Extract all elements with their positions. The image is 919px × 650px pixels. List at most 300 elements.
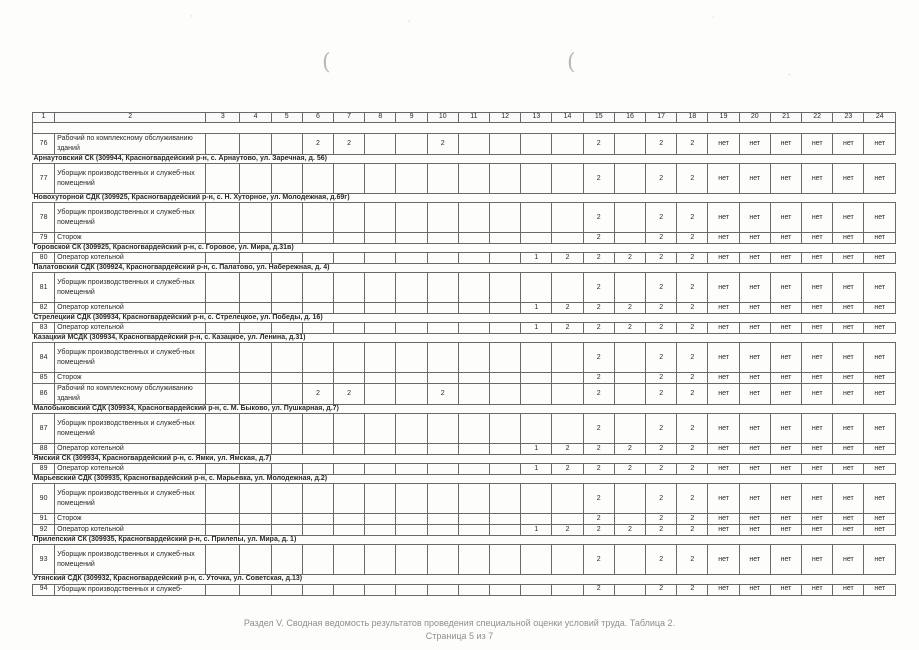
table-cell [240,414,271,444]
organization-row [33,405,896,414]
table-cell: нет [739,484,770,514]
table-cell [334,414,365,444]
table-cell [240,384,271,405]
table-cell: 2 [646,343,677,373]
table-cell: 2 [583,464,614,475]
table-cell: нет [708,253,739,264]
column-header: 18 [677,113,708,123]
table-cell [334,164,365,194]
table-cell [458,233,489,244]
table-cell [240,514,271,525]
row-number: 87 [33,414,55,444]
column-header: 8 [365,113,396,123]
table-cell [396,134,427,155]
table-cell [427,464,458,475]
table-cell [427,545,458,575]
organization-name: Арнаутовский СК (309944, Красногвардейский р-н, с. Арнаутово, ул. Заречная, д. 56) [33,155,896,164]
column-header-row [33,113,896,123]
row-number: 88 [33,444,55,455]
table-cell [365,233,396,244]
table-cell: 2 [677,414,708,444]
table-cell [206,514,240,525]
table-cell [490,384,521,405]
table-cell [614,545,645,575]
row-number: 83 [33,323,55,334]
table-cell [521,373,552,384]
table-cell [614,484,645,514]
organization-name: Казацкий МСДК (309934, Красногвардейский р-н, с. Казацкое, ул. Ленина, д.31) [33,334,896,343]
table-cell: 2 [583,384,614,405]
table-cell [240,134,271,155]
table-cell: нет [864,414,896,444]
job-title: Оператор котельной [55,525,206,536]
table-cell: 2 [646,253,677,264]
row-number: 85 [33,373,55,384]
table-cell: нет [802,343,833,373]
table-cell [365,464,396,475]
table-cell [396,484,427,514]
row-number: 84 [33,343,55,373]
table-cell [206,303,240,314]
table-cell: нет [739,414,770,444]
table-cell: нет [833,323,864,334]
table-cell: 2 [583,444,614,455]
table-row [33,203,896,233]
table-cell: нет [770,464,801,475]
table-row [33,545,896,575]
table-cell: 2 [677,233,708,244]
organization-row [33,575,896,584]
table-cell: 2 [646,525,677,536]
row-number: 91 [33,514,55,525]
table-cell: нет [708,233,739,244]
table-cell [521,414,552,444]
table-cell [396,203,427,233]
table-cell: нет [833,584,864,595]
table-cell [302,444,333,455]
organization-row [33,455,896,464]
table-cell [614,134,645,155]
organization-name: Новохуторной СДК (309925, Красногвардейский р-н, с. Н. Хуторное, ул. Молодежная, д.69г) [33,194,896,203]
table-cell: нет [708,134,739,155]
organization-row [33,475,896,484]
table-cell: нет [739,545,770,575]
table-cell [334,525,365,536]
table-cell [427,323,458,334]
table-cell: 2 [614,323,645,334]
table-cell [271,414,302,444]
table-cell [365,343,396,373]
table-cell [427,373,458,384]
table-cell [334,444,365,455]
table-cell: 2 [427,384,458,405]
table-cell: нет [770,323,801,334]
table-cell: 2 [677,444,708,455]
table-cell [365,373,396,384]
table-cell: 1 [521,303,552,314]
table-cell [271,584,302,595]
table-cell [240,373,271,384]
summary-table [32,112,896,596]
table-cell: нет [739,233,770,244]
table-cell [206,273,240,303]
table-cell: 2 [677,134,708,155]
table-cell [271,373,302,384]
table-cell [365,384,396,405]
footer-page-number: Страница 5 из 7 [425,631,494,641]
table-cell [240,444,271,455]
job-title: Оператор котельной [55,444,206,455]
table-cell [206,164,240,194]
table-cell [614,343,645,373]
table-cell [427,253,458,264]
table-cell [427,514,458,525]
table-cell [271,273,302,303]
table-cell [490,203,521,233]
organization-row [33,244,896,253]
table-cell [271,303,302,314]
table-cell: нет [708,164,739,194]
footer-section-caption: Раздел V. Сводная ведомость результатов проведения специальной оценки условий труда. Таблица 2. [243,618,676,628]
table-cell [458,343,489,373]
table-cell: нет [864,273,896,303]
table-cell: 2 [552,464,583,475]
table-cell: нет [833,203,864,233]
job-title: Рабочий по комплексному обслуживанию зданий [55,134,206,155]
table-cell [302,164,333,194]
scan-speck: - [788,70,791,79]
table-cell [458,164,489,194]
table-cell [240,253,271,264]
row-number: 92 [33,525,55,536]
table-cell [521,384,552,405]
table-cell [552,373,583,384]
table-cell: нет [802,164,833,194]
table-cell [458,484,489,514]
table-cell: 1 [521,525,552,536]
table-cell: нет [802,484,833,514]
table-cell [334,373,365,384]
column-header: 21 [770,113,801,123]
table-cell [396,414,427,444]
scan-artifact-paren: ( [567,50,576,75]
table-cell [206,414,240,444]
table-cell: нет [833,164,864,194]
table-cell: нет [833,384,864,405]
table-cell: нет [833,233,864,244]
column-header: 2 [55,113,206,123]
table-cell: нет [802,525,833,536]
table-cell [458,525,489,536]
table-cell [206,484,240,514]
table-cell: нет [708,203,739,233]
table-cell [271,134,302,155]
table-cell [206,253,240,264]
table-cell [240,323,271,334]
table-cell: 2 [302,134,333,155]
table-cell: 2 [583,484,614,514]
table-cell [365,203,396,233]
table-cell: 2 [677,164,708,194]
table-cell [614,233,645,244]
table-cell: нет [802,584,833,595]
table-cell [240,273,271,303]
table-cell: нет [708,584,739,595]
table-cell [458,253,489,264]
table-cell [240,584,271,595]
table-cell: нет [864,343,896,373]
table-cell: нет [708,303,739,314]
table-cell [365,164,396,194]
table-cell [521,484,552,514]
table-row [33,444,896,455]
column-header: 23 [833,113,864,123]
table-cell [490,303,521,314]
table-cell [302,514,333,525]
job-title: Уборщик производственных и служеб-ных помещений [55,414,206,444]
table-cell [458,373,489,384]
table-cell [302,273,333,303]
table-cell [490,164,521,194]
table-cell [271,545,302,575]
table-cell [521,343,552,373]
table-cell: 2 [583,253,614,264]
table-cell [302,545,333,575]
table-cell [240,164,271,194]
table-cell: нет [802,203,833,233]
table-cell: нет [739,525,770,536]
table-cell: нет [833,343,864,373]
table-cell [490,525,521,536]
table-cell [302,525,333,536]
table-row [33,253,896,264]
table-cell [206,373,240,384]
table-cell: нет [739,584,770,595]
table-cell: 2 [583,514,614,525]
table-cell: нет [770,514,801,525]
table-cell: нет [802,253,833,264]
table-cell: 2 [677,584,708,595]
column-header: 11 [458,113,489,123]
table-cell [206,233,240,244]
table-cell [427,414,458,444]
scan-speck: · [712,13,715,22]
organization-row [33,155,896,164]
table-cell: нет [770,444,801,455]
table-cell: 2 [677,373,708,384]
table-cell: 2 [677,253,708,264]
table-cell [552,164,583,194]
table-cell: нет [770,414,801,444]
table-row [33,323,896,334]
table-cell [427,584,458,595]
row-number: 76 [33,134,55,155]
table-cell [521,164,552,194]
table-cell: 2 [677,323,708,334]
table-cell [334,514,365,525]
table-cell [206,545,240,575]
table-cell [521,203,552,233]
table-cell [271,164,302,194]
row-number: 78 [33,203,55,233]
table-cell [271,323,302,334]
table-cell [490,414,521,444]
table-cell: нет [864,545,896,575]
organization-name: Марьевский СДК (309935, Красногвардейский р-н, с. Марьевка, ул. Молодежная, д.2) [33,475,896,484]
table-cell [302,414,333,444]
organization-name: Стрелецкий СДК (309934, Красногвардейский р-н, с. Стрелецкое, ул. Победы, д. 16) [33,314,896,323]
table-cell: нет [833,134,864,155]
table-cell: нет [739,323,770,334]
table-cell: нет [802,514,833,525]
table-cell: нет [739,203,770,233]
table-cell: 2 [427,134,458,155]
table-cell [458,414,489,444]
table-cell [240,484,271,514]
column-header: 14 [552,113,583,123]
table-cell: 2 [646,444,677,455]
table-cell [271,484,302,514]
table-cell [206,444,240,455]
table-cell [552,343,583,373]
table-cell [396,444,427,455]
table-cell [427,525,458,536]
table-row [33,584,896,595]
table-cell [396,323,427,334]
table-cell: нет [708,525,739,536]
table-cell [458,303,489,314]
job-title: Уборщик производственных и служеб-ных помещений [55,545,206,575]
column-header: 3 [206,113,240,123]
table-cell: 2 [334,134,365,155]
table-cell [552,273,583,303]
table-cell [365,584,396,595]
table-cell [365,323,396,334]
table-cell: нет [739,444,770,455]
job-title: Уборщик производственных и служеб-ных помещений [55,164,206,194]
table-row [33,525,896,536]
table-cell [614,414,645,444]
table-cell [302,303,333,314]
table-cell [334,584,365,595]
table-cell [427,164,458,194]
job-title: Сторож [55,373,206,384]
table-cell: 2 [614,444,645,455]
table-cell: 2 [552,444,583,455]
table-cell: нет [708,373,739,384]
table-cell [552,514,583,525]
table-row [33,233,896,244]
table-cell [302,323,333,334]
table-cell: нет [833,444,864,455]
table-cell [427,233,458,244]
table-cell: нет [708,323,739,334]
table-cell [552,134,583,155]
table-cell [458,384,489,405]
table-cell: нет [864,373,896,384]
table-cell [334,464,365,475]
table-cell [458,134,489,155]
table-cell: 2 [677,464,708,475]
job-title: Рабочий по комплексному обслуживанию зданий [55,384,206,405]
table-row [33,303,896,314]
table-cell [302,343,333,373]
table-cell [427,303,458,314]
organization-row [33,264,896,273]
table-cell: нет [770,525,801,536]
table-cell [552,384,583,405]
table-cell: 1 [521,323,552,334]
table-cell: 2 [583,414,614,444]
table-cell [334,545,365,575]
table-cell: нет [802,384,833,405]
table-cell: нет [770,343,801,373]
table-cell [396,233,427,244]
table-cell: 2 [552,525,583,536]
table-row [33,343,896,373]
table-cell [458,514,489,525]
table-cell [614,514,645,525]
table-cell [396,525,427,536]
table-cell: нет [864,484,896,514]
table-cell: нет [770,253,801,264]
table-cell: 2 [583,584,614,595]
table-cell [206,203,240,233]
job-title: Уборщик производственных и служеб- [55,584,206,595]
table-cell: 2 [614,464,645,475]
table-cell [396,253,427,264]
table-cell [334,323,365,334]
table-cell [458,203,489,233]
organization-row [33,536,896,545]
organization-name: Горовской СК (309925, Красногвардейский р-н, с. Горовое, ул. Мира, д.31в) [33,244,896,253]
organization-name: Ямский СК (309934, Красногвардейский р-н, с. Ямки, ул. Ямская, д.7) [33,455,896,464]
table-cell: нет [770,273,801,303]
table-cell: 2 [677,343,708,373]
job-title: Уборщик производственных и служеб-ных помещений [55,484,206,514]
table-cell [206,134,240,155]
table-cell: нет [770,203,801,233]
table-cell: 2 [646,384,677,405]
table-cell [614,164,645,194]
table-cell: 2 [677,525,708,536]
column-header: 16 [614,113,645,123]
table-cell [521,584,552,595]
table-cell [206,584,240,595]
table-cell [490,273,521,303]
table-cell [552,414,583,444]
row-number: 93 [33,545,55,575]
table-cell: нет [802,134,833,155]
table-cell: 2 [583,233,614,244]
table-cell: нет [739,134,770,155]
table-cell: 2 [646,414,677,444]
table-cell: нет [864,584,896,595]
column-header: 1 [33,113,55,123]
column-header: 22 [802,113,833,123]
table-cell: нет [708,545,739,575]
row-number: 90 [33,484,55,514]
table-cell: нет [802,323,833,334]
table-cell [490,444,521,455]
table-cell: нет [708,514,739,525]
table-cell [365,525,396,536]
table-cell [521,514,552,525]
table-cell [240,303,271,314]
table-cell [365,273,396,303]
table-cell: 2 [583,303,614,314]
table-cell: 2 [583,545,614,575]
